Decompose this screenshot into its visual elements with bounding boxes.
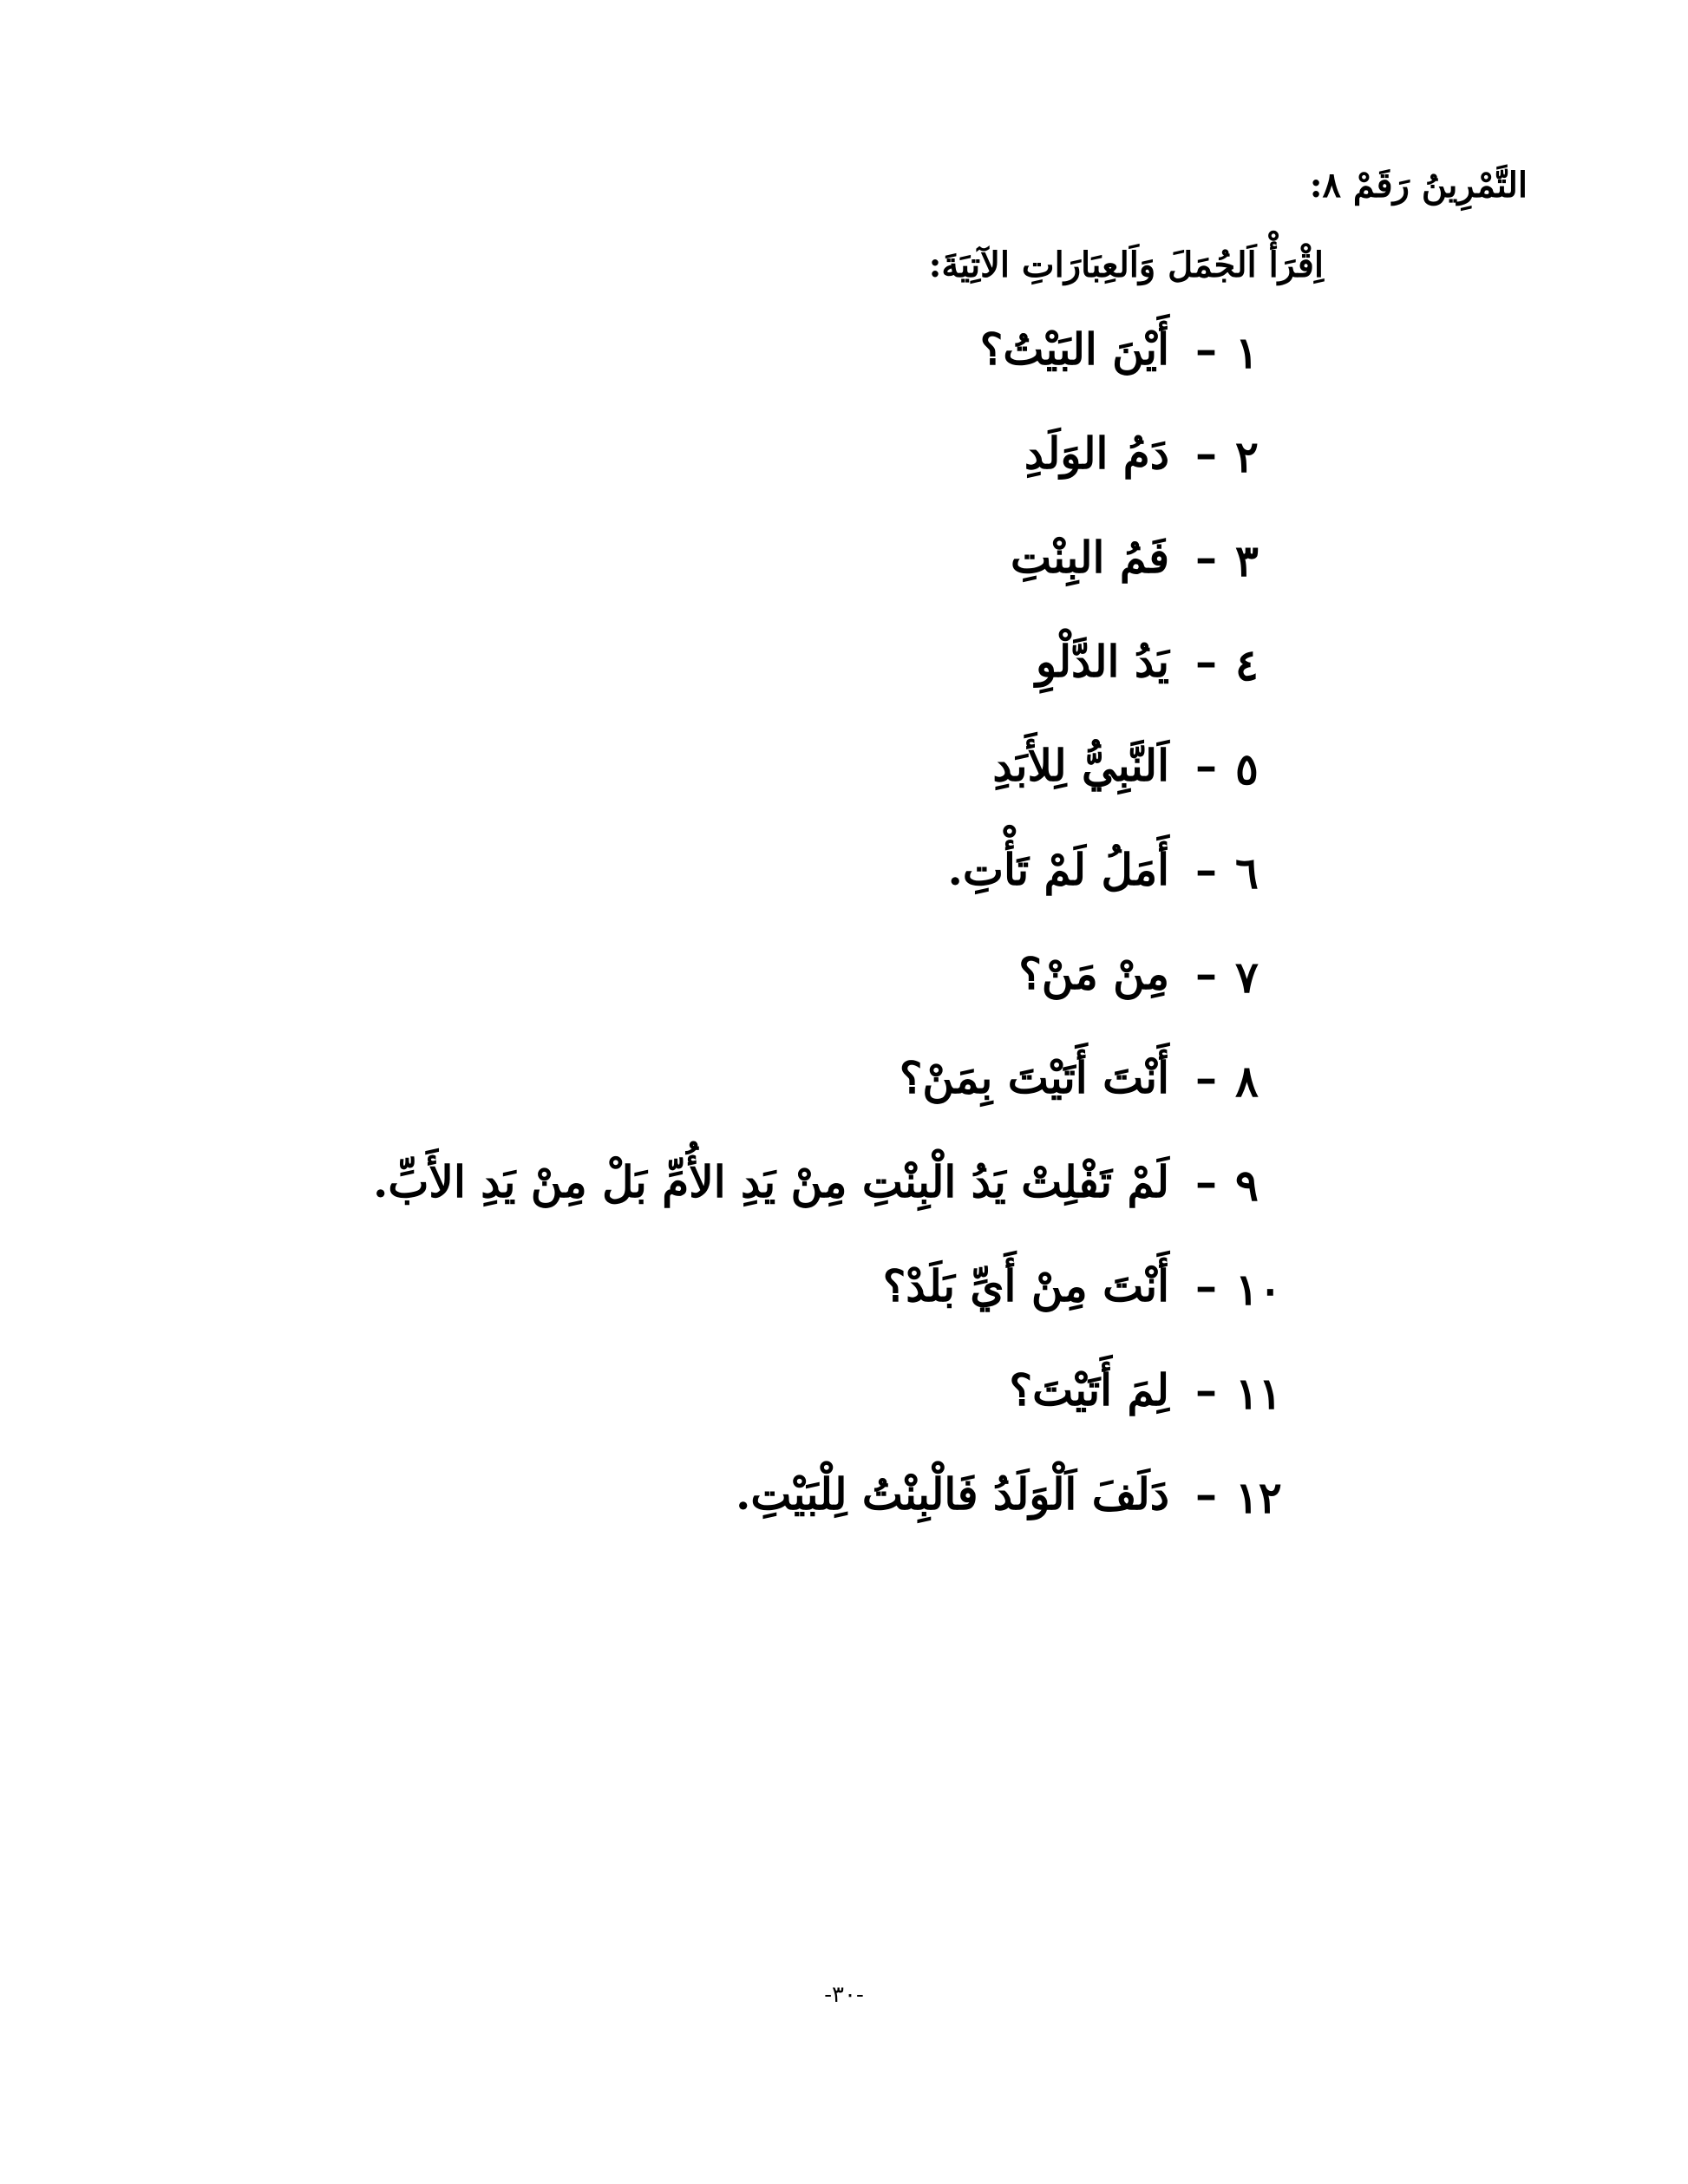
list-item <box>0 837 1688 941</box>
list-item <box>0 733 1688 837</box>
item-number: ٧ <box>1235 951 1259 1003</box>
item-number: ١٢ <box>1235 1472 1282 1523</box>
item-number: ١١ <box>1235 1368 1282 1419</box>
item-number: ٨ <box>1235 1056 1259 1107</box>
item-number: ١ <box>1235 327 1259 378</box>
item-number: ٢ <box>1235 431 1259 482</box>
exercise-heading: التَّمْرِينُ رَقَمْ ٨: <box>1309 165 1528 206</box>
list-item <box>0 629 1688 733</box>
item-dash: – <box>1195 428 1217 479</box>
list-item <box>0 525 1688 629</box>
item-text: دَلَفَ اَلْوَلَدُ فَالْبِنْتُ لِلْبَيْتِ. <box>735 1468 1169 1520</box>
list-item <box>0 941 1688 1045</box>
page-number: -٣٠- <box>824 1982 864 2008</box>
item-dash: – <box>1195 1156 1217 1207</box>
item-dash: – <box>1195 1260 1217 1311</box>
list-item <box>0 317 1688 421</box>
item-number: ٥ <box>1235 743 1259 794</box>
item-text: لَمْ تَفْلِتْ يَدُ الْبِنْتِ مِنْ يَدِ الأُمِّ بَلْ مِنْ يَدِ الأَبِّ. <box>372 1156 1169 1207</box>
list-item <box>0 1149 1688 1253</box>
item-text: دَمُ الوَلَدِ <box>1024 428 1169 479</box>
item-text: مِنْ مَنْ؟ <box>1018 948 1169 999</box>
item-number: ٩ <box>1235 1160 1259 1211</box>
list-item <box>0 1253 1688 1357</box>
list-item <box>0 421 1688 525</box>
item-text: أَنْتَ أَتَيْتَ بِمَنْ؟ <box>899 1052 1169 1103</box>
exercise-instruction: اِقْرَأْ اَلجُمَلَ وَاَلعِبَارَاتِ الآتِيَةَ: <box>928 245 1324 285</box>
item-text: يَدُ الدَّلْوِ <box>1035 636 1169 687</box>
item-number: ٦ <box>1235 847 1259 899</box>
item-dash: – <box>1195 740 1217 791</box>
item-text: أَنْتَ مِنْ أَيِّ بَلَدْ؟ <box>882 1260 1169 1311</box>
list-item <box>0 1461 1688 1566</box>
item-dash: – <box>1195 532 1217 583</box>
item-number: ٤ <box>1235 639 1259 690</box>
item-text: لِمَ أَتَيْتَ؟ <box>1009 1364 1169 1416</box>
item-dash: – <box>1195 324 1217 375</box>
list-item <box>0 1357 1688 1461</box>
item-dash: – <box>1195 948 1217 999</box>
item-dash: – <box>1195 844 1217 895</box>
item-text: اَلنَّبِيُّ لِلأَبَدِ <box>992 740 1169 791</box>
exercise-list <box>0 317 1688 1566</box>
item-dash: – <box>1195 1052 1217 1103</box>
item-dash: – <box>1195 1364 1217 1416</box>
item-dash: – <box>1195 636 1217 687</box>
item-text: فَمُ البِنْتِ <box>1011 532 1169 583</box>
item-text: أَيْنَ البَيْتُ؟ <box>979 324 1169 375</box>
item-text: أَمَلُ لَمْ تَأْتِ. <box>947 844 1169 895</box>
list-item <box>0 1045 1688 1149</box>
item-number: ١٠ <box>1235 1264 1282 1315</box>
item-number: ٣ <box>1235 535 1259 586</box>
item-dash: – <box>1195 1468 1217 1520</box>
